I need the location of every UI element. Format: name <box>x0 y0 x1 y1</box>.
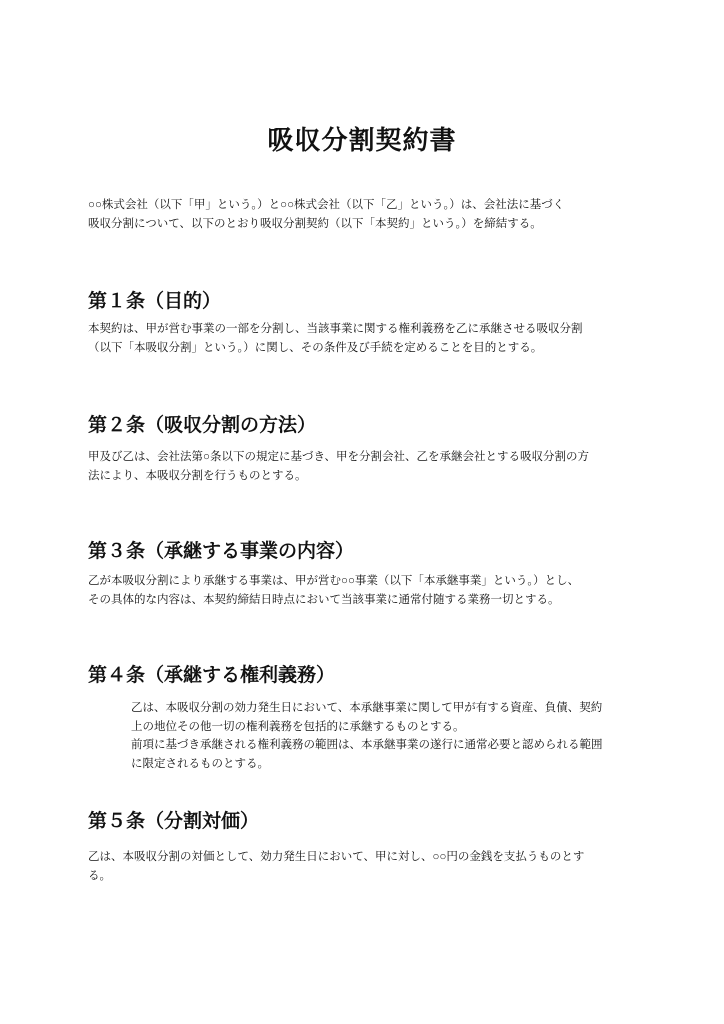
document-title: 吸収分割契約書 <box>267 125 457 155</box>
text-line: ○○株式会社（以下「甲」という。）と○○株式会社（以下「乙」という。）は、会社法に基づく <box>88 199 565 211</box>
text-line: 前項に基づき承継される権利義務の範囲は、本承継事業の遂行に通常必要と認められる範囲 <box>131 739 603 751</box>
text-line: その具体的な内容は、本契約締結日時点において当該事業に通常付随する業務一切とする。 <box>88 593 560 606</box>
text-line: 甲及び乙は、会社法第○条以下の規定に基づき、甲を分割会社、乙を承継会社とする吸収分割の方 <box>88 451 589 463</box>
article-4-body <box>131 699 603 773</box>
text-line: 乙が本吸収分割により承継する事業は、甲が営む○○事業（以下「本承継事業」という。）とし、 <box>88 575 580 587</box>
article-2-body <box>88 448 589 485</box>
article-3-heading: 第３条（承継する事業の内容） <box>88 541 355 562</box>
text-line: に限定されるものとする。 <box>131 757 269 770</box>
text-line: る。 <box>88 869 111 882</box>
text-line: （以下「本吸収分割」という。）に関し、その条件及び手続を定めることを目的とする。 <box>88 341 543 354</box>
text-line: 吸収分割について、以下のとおり吸収分割契約（以下「本契約」という。）を締結する。 <box>88 217 542 230</box>
preamble <box>88 196 564 233</box>
text-line: 上の地位その他一切の権利義務を包括的に承継するものとする。 <box>131 720 465 733</box>
text-line: 乙は、本吸収分割の効力発生日において、本承継事業に関して甲が有する資産、負債、契約 <box>131 702 603 714</box>
article-1-heading: 第１条（目的） <box>88 291 222 312</box>
article-2-heading: 第２条（吸収分割の方法） <box>88 415 317 436</box>
text-line: 本契約は、甲が営む事業の一部を分割し、当該事業に関する権利義務を乙に承継させる吸収分割 <box>88 323 583 335</box>
article-4-heading: 第４条（承継する権利義務） <box>88 665 336 686</box>
text-line: 法により、本吸収分割を行うものとする。 <box>88 469 307 482</box>
article-1-body <box>88 320 583 357</box>
article-5-body <box>88 848 584 885</box>
article-5-heading: 第５条（分割対価） <box>88 811 260 832</box>
text-line: 乙は、本吸収分割の対価として、効力発生日において、甲に対し、○○円の金銭を支払うものとす <box>88 851 585 863</box>
article-3-body <box>88 572 579 609</box>
